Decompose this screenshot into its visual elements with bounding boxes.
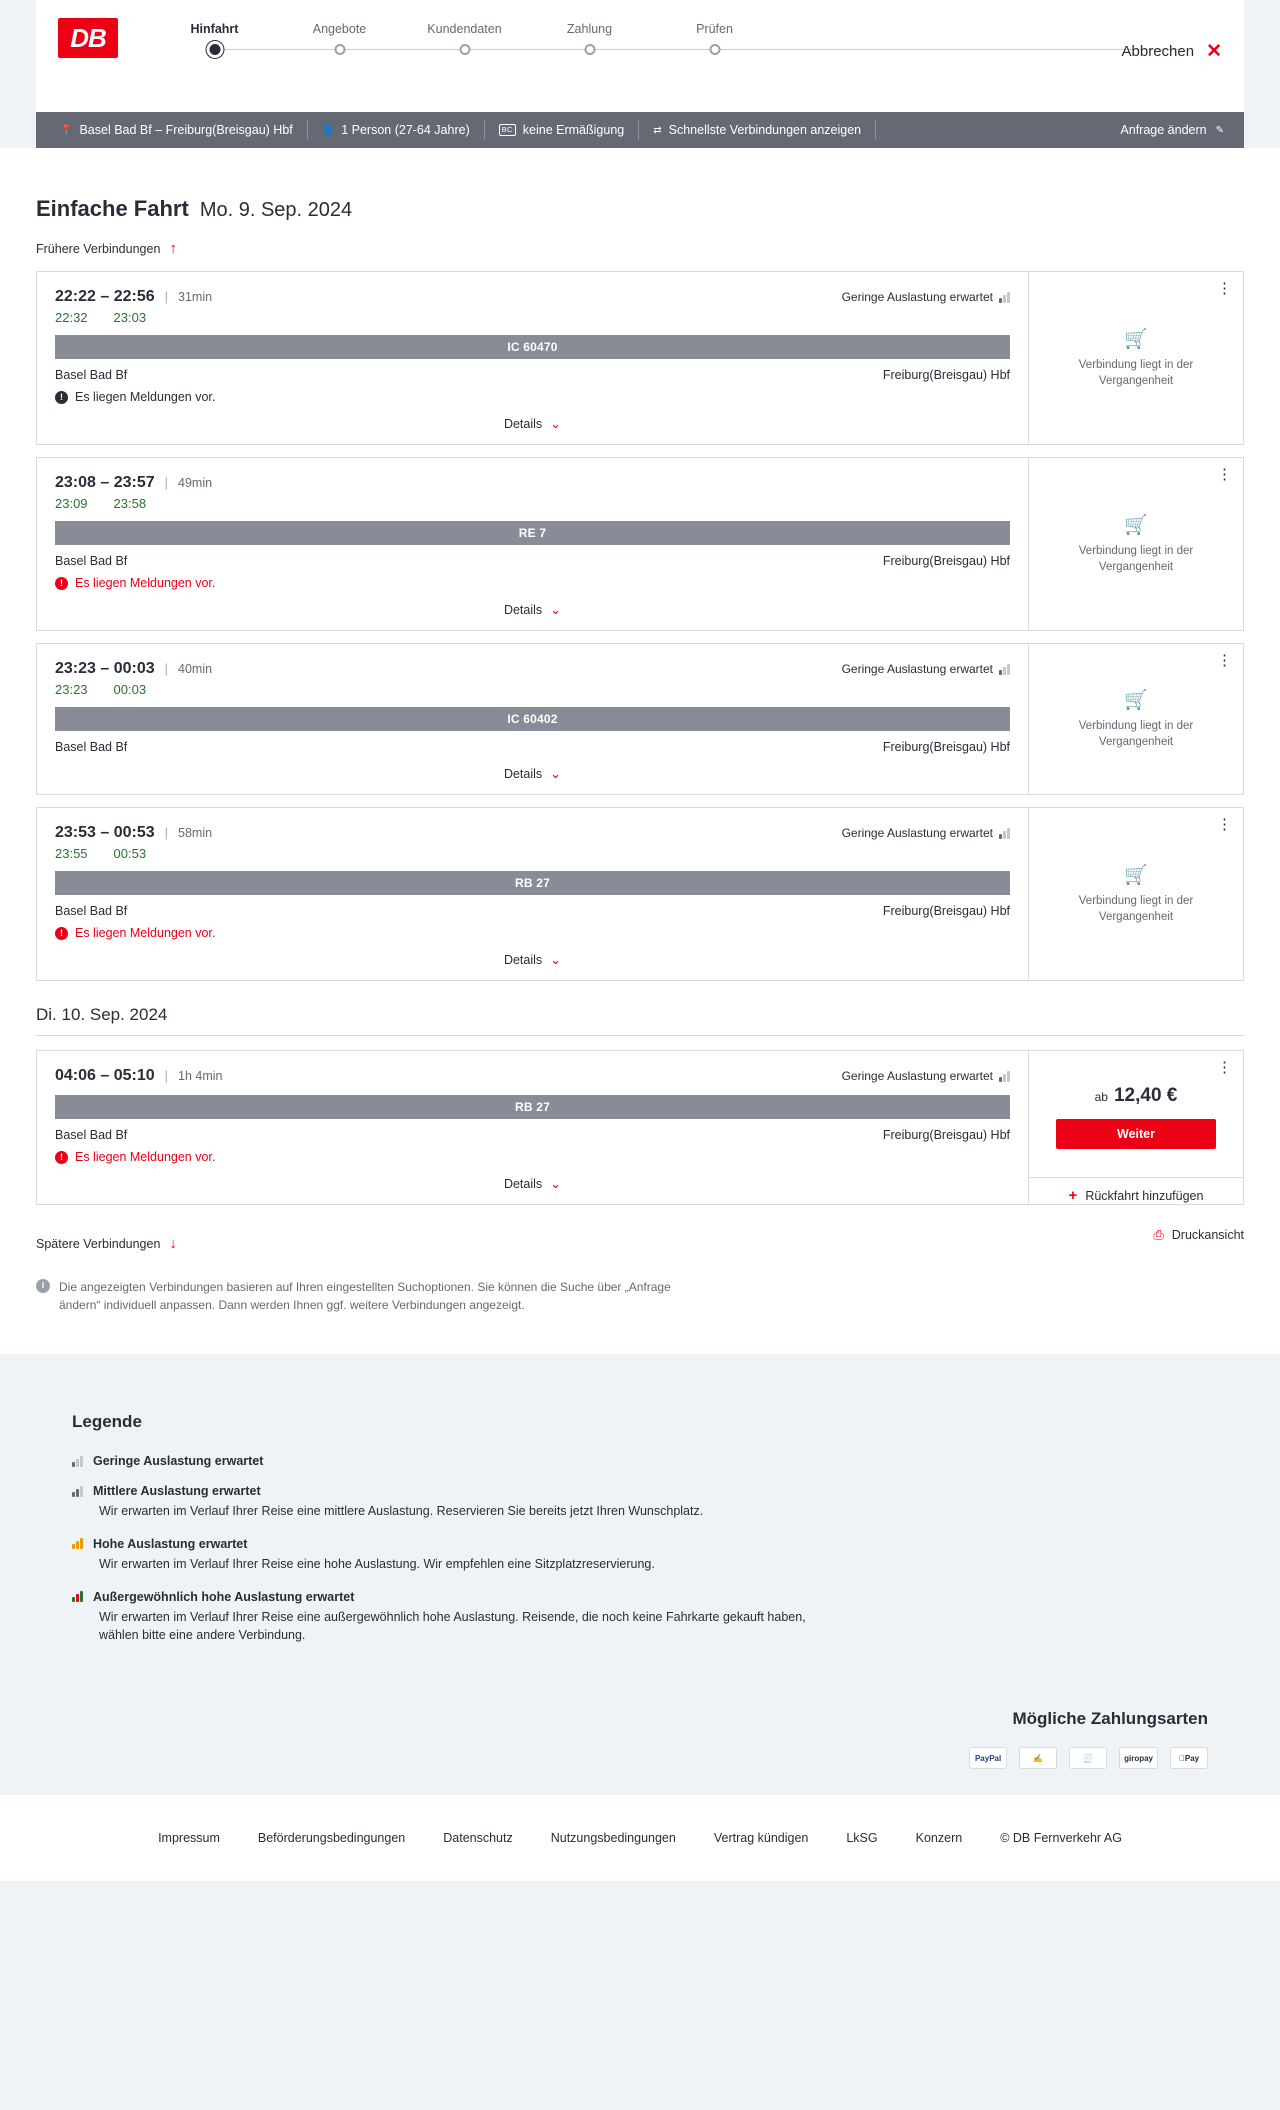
train-label: IC 60470 (55, 335, 1010, 359)
location-pin-icon: 📍 (60, 124, 73, 136)
connection-realtime (55, 310, 1010, 325)
price-value: 12,40 € (1113, 1085, 1178, 1106)
more-options-icon[interactable]: ⋮ (1217, 652, 1233, 669)
connection-stations (55, 554, 1010, 568)
train-label: RB 27 (55, 871, 1010, 895)
payment-methods-section (0, 1701, 1280, 1795)
connection-message-label: Es liegen Meldungen vor. (75, 390, 216, 404)
step-dot-icon (459, 44, 470, 55)
sort-icon: ⇄ (653, 124, 662, 136)
step-label: Kundendaten (427, 22, 502, 36)
cart-crossed-icon: 🛒 (1124, 328, 1148, 350)
utilization-label: Geringe Auslastung erwartet (841, 290, 993, 304)
connection-details (37, 644, 1028, 794)
query-route-label: Basel Bad Bf – Freiburg(Breisgau) Hbf (79, 123, 293, 137)
step-label: Zahlung (566, 22, 613, 36)
day-separator: Di. 10. Sep. 2024 (36, 1005, 1244, 1036)
connection-side-past (1028, 272, 1243, 444)
connection-message-label: Es liegen Meldungen vor. (75, 1150, 216, 1164)
utilization-indicator (842, 1069, 1010, 1083)
apple-pay-icon: Pay (1170, 1747, 1208, 1769)
connection-stations (55, 740, 1010, 754)
more-options-icon[interactable]: ⋮ (1217, 280, 1233, 297)
details-toggle[interactable] (55, 602, 1010, 618)
query-passengers[interactable] (308, 120, 485, 140)
pencil-icon: ✎ (1215, 124, 1224, 136)
header (36, 0, 1244, 112)
legend-item-label: Hohe Auslastung erwartet (93, 1536, 248, 1551)
details-toggle[interactable] (55, 416, 1010, 432)
arrow-up-icon: ↑ (169, 240, 177, 257)
connection-duration: 40min (178, 662, 213, 676)
invoice-icon: 🧾 (1069, 1747, 1107, 1769)
train-label: RE 7 (55, 521, 1010, 545)
details-toggle[interactable] (55, 952, 1010, 968)
price-display (1095, 1085, 1178, 1107)
realtime-arrival: 00:03 (113, 682, 147, 697)
edit-query-button[interactable] (1120, 123, 1244, 137)
more-options-icon[interactable]: ⋮ (1217, 466, 1233, 483)
db-logo: DB (58, 18, 118, 58)
more-options-icon[interactable]: ⋮ (1217, 816, 1233, 833)
utilization-bars-icon (72, 1456, 83, 1467)
connection-message-label: Es liegen Meldungen vor. (75, 576, 216, 590)
station-to: Freiburg(Breisgau) Hbf (882, 740, 1010, 754)
arrow-down-icon: ↓ (169, 1235, 177, 1252)
query-option-label: Schnellste Verbindungen anzeigen (668, 123, 862, 137)
legend-item-medium (72, 1484, 1244, 1521)
results-footer-row (36, 1217, 1244, 1252)
direct-debit-icon: ✍ (1019, 1747, 1057, 1769)
cancel-label: Abbrechen (1121, 43, 1195, 60)
search-options-info-text: Die angezeigten Verbindungen basieren auf Ihren eingestellten Suchoptionen. Sie können die Suche über „Anfrage ändern“ individuell anpassen. Dann werden Ihnen ggf. weitere Verbindungen angezeigt. (59, 1280, 671, 1312)
query-summary-bar (36, 112, 1244, 148)
cart-crossed-icon: 🛒 (1124, 689, 1148, 711)
connection-header (55, 660, 1010, 678)
connection-time-range: 22:22 – 22:56 (55, 288, 155, 305)
past-connection-text: Verbindung liegt in der Vergangenheit (1078, 358, 1194, 387)
station-to: Freiburg(Breisgau) Hbf (882, 1128, 1010, 1142)
utilization-indicator (842, 826, 1010, 840)
separator: | (164, 289, 169, 304)
info-icon: i (36, 1279, 50, 1293)
page-title-text: Einfache Fahrt (36, 196, 189, 221)
step-label: Prüfen (696, 22, 733, 36)
query-passengers-label: 1 Person (27-64 Jahre) (341, 123, 470, 137)
connection-message[interactable] (55, 926, 1010, 940)
connection-details (37, 272, 1028, 444)
step-hinfahrt[interactable] (152, 22, 277, 54)
separator: | (164, 825, 169, 840)
connection-card[interactable] (36, 271, 1244, 445)
station-from: Basel Bad Bf (55, 554, 128, 568)
utilization-bars-icon (72, 1538, 83, 1549)
utilization-label: Geringe Auslastung erwartet (841, 1069, 993, 1083)
train-label: IC 60402 (55, 707, 1010, 731)
realtime-arrival: 00:53 (113, 846, 147, 861)
connection-card[interactable] (36, 807, 1244, 981)
footer-link-nutzungsbedingungen[interactable]: Nutzungsbedingungen (550, 1831, 676, 1845)
details-label: Details (503, 953, 543, 967)
connection-duration: 58min (178, 826, 213, 840)
earlier-label: Frühere Verbindungen (36, 241, 161, 256)
separator: | (164, 475, 169, 490)
step-zahlung[interactable] (527, 22, 652, 54)
footer-link-befoerderungsbedingungen[interactable]: Beförderungsbedingungen (257, 1831, 406, 1845)
station-from: Basel Bad Bf (55, 740, 128, 754)
step-dot-icon (209, 44, 220, 55)
connection-stations (55, 368, 1010, 382)
connection-message-label: Es liegen Meldungen vor. (75, 926, 216, 940)
cart-crossed-icon: 🛒 (1124, 864, 1148, 886)
connection-header (55, 288, 1010, 306)
legend-item-label: Außergewöhnlich hohe Auslastung erwartet (93, 1589, 355, 1604)
legend-item-desc: Wir erwarten im Verlauf Ihrer Reise eine außergewöhnlich hohe Auslastung. Reisende, die noch keine Fahrkarte gekauft haben, wählen bitte eine andere Verbindung. (99, 1609, 806, 1643)
past-connection-text: Verbindung liegt in der Vergangenheit (1078, 894, 1194, 923)
query-route[interactable] (46, 120, 308, 140)
later-label: Spätere Verbindungen (36, 1236, 161, 1251)
connection-realtime (55, 682, 1010, 697)
page-title (0, 148, 1280, 222)
footer-copyright: © DB Fernverkehr AG (1000, 1831, 1122, 1845)
legend-item-header (72, 1454, 1244, 1468)
details-toggle[interactable] (55, 1176, 1010, 1192)
footer-link-lksg[interactable]: LkSG (846, 1831, 878, 1845)
edit-query-label: Anfrage ändern (1120, 123, 1207, 137)
utilization-bars-icon (999, 664, 1010, 675)
cancel-button[interactable] (1122, 42, 1222, 61)
connection-duration: 49min (178, 476, 213, 490)
train-label: RB 27 (55, 1095, 1010, 1119)
print-view-button[interactable] (1153, 1227, 1244, 1243)
payment-title: Mögliche Zahlungsarten (1012, 1709, 1208, 1728)
footer-link-konzern[interactable]: Konzern (915, 1831, 963, 1845)
details-label: Details (503, 417, 543, 431)
connection-realtime (55, 496, 1010, 511)
close-icon: ✕ (1206, 41, 1222, 62)
station-to: Freiburg(Breisgau) Hbf (882, 904, 1010, 918)
connection-side-price (1028, 1051, 1243, 1204)
step-dot-icon (334, 44, 345, 55)
realtime-arrival: 23:03 (113, 310, 147, 325)
legend-item-desc: Wir erwarten im Verlauf Ihrer Reise eine hohe Auslastung. Wir empfehlen eine Sitzplatzreservierung. (99, 1556, 655, 1571)
utilization-bars-icon (999, 292, 1010, 303)
connection-time-range: 23:23 – 00:03 (55, 660, 155, 677)
station-to: Freiburg(Breisgau) Hbf (882, 554, 1010, 568)
connection-message[interactable] (55, 390, 1010, 404)
connection-card[interactable] (36, 457, 1244, 631)
footer-link-datenschutz[interactable]: Datenschutz (443, 1831, 513, 1845)
step-label: Hinfahrt (190, 22, 239, 36)
connection-side-past (1028, 644, 1243, 794)
chevron-down-icon: ⌄ (550, 766, 562, 781)
warning-icon: ! (55, 577, 68, 590)
connection-message[interactable] (55, 1150, 1010, 1164)
realtime-arrival: 23:58 (113, 496, 147, 511)
connection-duration: 31min (178, 290, 213, 304)
station-from: Basel Bad Bf (55, 1128, 128, 1142)
connection-side-past (1028, 808, 1243, 980)
legend-title: Legende (72, 1412, 142, 1431)
utilization-label: Geringe Auslastung erwartet (841, 826, 993, 840)
step-dot-icon (584, 44, 595, 55)
connection-time-range: 23:53 – 00:53 (55, 824, 155, 841)
legend-item-header (72, 1484, 1244, 1498)
connection-header (55, 474, 1010, 492)
utilization-indicator (842, 290, 1010, 304)
connection-details (37, 808, 1028, 980)
step-pruefen[interactable] (652, 22, 777, 54)
realtime-departure: 22:32 (55, 310, 88, 325)
chevron-down-icon: ⌄ (550, 602, 562, 617)
payment-icons (36, 1747, 1208, 1769)
query-discount[interactable] (485, 120, 639, 140)
legend-item-veryhigh (72, 1590, 1244, 1646)
details-label: Details (503, 767, 543, 781)
checkout-stepper (152, 22, 1244, 54)
utilization-bars-icon (72, 1591, 83, 1602)
utilization-bars-icon (999, 1071, 1010, 1082)
add-return-trip-button[interactable] (1029, 1177, 1243, 1204)
connection-time-range: 04:06 – 05:10 (55, 1067, 155, 1084)
footer-link-impressum[interactable]: Impressum (158, 1831, 220, 1845)
realtime-departure: 23:23 (55, 682, 88, 697)
plus-icon: + (1068, 1187, 1078, 1204)
footer (0, 1795, 1280, 1881)
details-label: Details (503, 1177, 543, 1191)
legend-item-low (72, 1454, 1244, 1468)
paypal-icon: PayPal (969, 1747, 1007, 1769)
chevron-down-icon: ⌄ (550, 416, 562, 431)
price-prefix: ab (1094, 1090, 1108, 1104)
station-from: Basel Bad Bf (55, 368, 128, 382)
info-icon: ! (55, 391, 68, 404)
legend-item-desc: Wir erwarten im Verlauf Ihrer Reise eine mittlere Auslastung. Reservieren Sie bereits jetzt Ihren Wunschplatz. (99, 1504, 704, 1518)
legend-item-label: Mittlere Auslastung erwartet (93, 1484, 261, 1498)
connection-header (55, 1067, 1010, 1085)
connection-side-past (1028, 458, 1243, 630)
main-content (0, 148, 1280, 1354)
step-dot-icon (709, 44, 720, 55)
step-label: Angebote (312, 22, 367, 36)
connection-details (37, 1051, 1028, 1204)
warning-icon: ! (55, 1151, 68, 1164)
bahncard-icon: BC (499, 124, 516, 136)
printer-icon: ⎙ (1153, 1226, 1164, 1242)
footer-link-vertrag-kuendigen[interactable]: Vertrag kündigen (713, 1831, 809, 1845)
utilization-label: Geringe Auslastung erwartet (841, 662, 993, 676)
search-options-info (36, 1278, 676, 1314)
connection-stations (55, 904, 1010, 918)
chevron-down-icon: ⌄ (550, 1176, 562, 1191)
legend-section (0, 1378, 1280, 1701)
connection-message[interactable] (55, 576, 1010, 590)
separator: | (164, 661, 169, 676)
cart-crossed-icon: 🛒 (1124, 514, 1148, 536)
connection-details (37, 458, 1028, 630)
separator: | (164, 1068, 169, 1083)
connection-realtime (55, 846, 1010, 861)
station-from: Basel Bad Bf (55, 904, 128, 918)
past-connection-text: Verbindung liegt in der Vergangenheit (1078, 719, 1194, 748)
utilization-bars-icon (999, 828, 1010, 839)
connection-duration: 1h 4min (178, 1069, 223, 1083)
query-option[interactable] (639, 120, 876, 140)
legend-item-header (72, 1537, 1244, 1551)
add-return-label: Rückfahrt hinzufügen (1085, 1188, 1204, 1203)
giropay-icon: giropay (1119, 1747, 1158, 1769)
continue-button[interactable]: Weiter (1056, 1119, 1216, 1149)
step-angebote[interactable] (277, 22, 402, 54)
details-toggle[interactable] (55, 766, 1010, 782)
connection-stations (55, 1128, 1010, 1142)
connection-header (55, 824, 1010, 842)
realtime-departure: 23:09 (55, 496, 88, 511)
connection-time-range: 23:08 – 23:57 (55, 474, 155, 491)
past-connection-text: Verbindung liegt in der Vergangenheit (1078, 544, 1194, 573)
person-icon: 👤 (321, 124, 335, 136)
earlier-connections-button[interactable] (0, 222, 1280, 257)
later-connections-button[interactable] (36, 1217, 177, 1252)
print-label: Druckansicht (1171, 1227, 1244, 1242)
legend-item-label: Geringe Auslastung erwartet (93, 1454, 264, 1468)
utilization-indicator (842, 662, 1010, 676)
chevron-down-icon: ⌄ (550, 952, 562, 967)
legend-item-header (72, 1590, 1244, 1604)
step-kundendaten[interactable] (402, 22, 527, 54)
realtime-departure: 23:55 (55, 846, 88, 861)
utilization-bars-icon (72, 1486, 83, 1497)
details-label: Details (503, 603, 543, 617)
station-to: Freiburg(Breisgau) Hbf (882, 368, 1010, 382)
connection-card-bookable[interactable] (36, 1050, 1244, 1205)
more-options-icon[interactable]: ⋮ (1217, 1059, 1233, 1076)
page-title-date: Mo. 9. Sep. 2024 (199, 199, 353, 221)
connection-card[interactable] (36, 643, 1244, 795)
legend-item-high (72, 1537, 1244, 1574)
warning-icon: ! (55, 927, 68, 940)
query-discount-label: keine Ermäßigung (522, 123, 625, 137)
